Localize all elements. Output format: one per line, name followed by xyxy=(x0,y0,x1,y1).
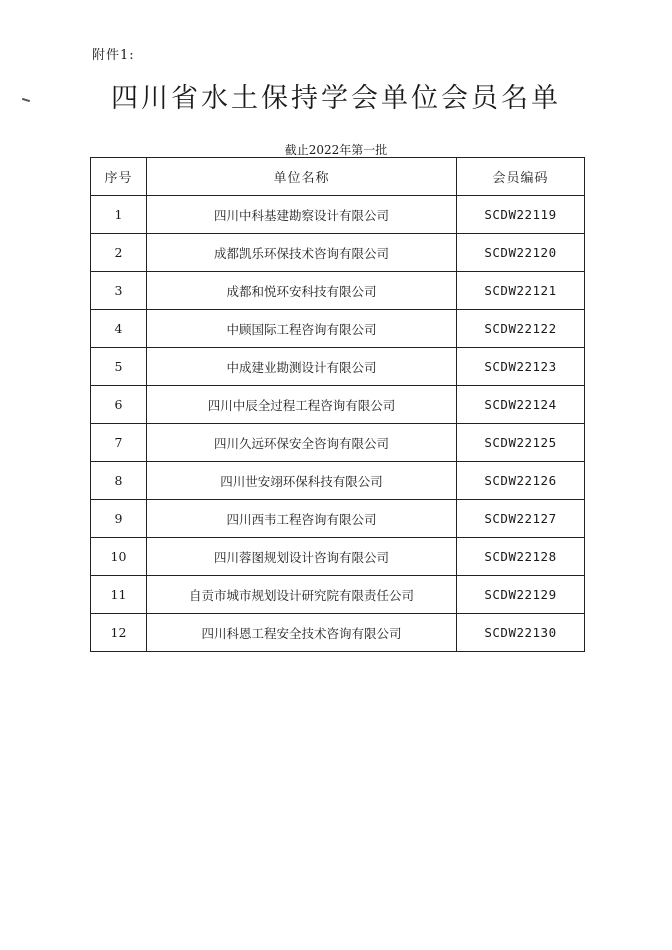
member-table xyxy=(90,157,585,652)
page-title: 四川省水土保持学会单位会员名单 xyxy=(111,83,561,114)
unit-name: 中成建业勘测设计有限公司 xyxy=(147,348,457,386)
row-number: 1 xyxy=(91,196,147,234)
table-row xyxy=(91,424,585,462)
unit-name: 四川中科基建勘察设计有限公司 xyxy=(147,196,457,234)
table-row xyxy=(91,614,585,652)
row-number: 12 xyxy=(91,614,147,652)
attachment-label: 附件1: xyxy=(92,48,135,63)
unit-name: 四川中辰全过程工程咨询有限公司 xyxy=(147,386,457,424)
unit-name: 自贡市城市规划设计研究院有限责任公司 xyxy=(147,576,457,614)
member-code: SCDW22130 xyxy=(457,614,585,652)
unit-name: 成都和悦环安科技有限公司 xyxy=(147,272,457,310)
table-row xyxy=(91,538,585,576)
table-row xyxy=(91,310,585,348)
member-code: SCDW22122 xyxy=(457,310,585,348)
row-number: 10 xyxy=(91,538,147,576)
row-number: 2 xyxy=(91,234,147,272)
unit-name: 四川西韦工程咨询有限公司 xyxy=(147,500,457,538)
table-row xyxy=(91,500,585,538)
member-code: SCDW22123 xyxy=(457,348,585,386)
table-row xyxy=(91,234,585,272)
row-number: 6 xyxy=(91,386,147,424)
row-number: 7 xyxy=(91,424,147,462)
row-number: 4 xyxy=(91,310,147,348)
unit-name: 四川科恩工程安全技术咨询有限公司 xyxy=(147,614,457,652)
member-code: SCDW22127 xyxy=(457,500,585,538)
member-code: SCDW22119 xyxy=(457,196,585,234)
row-number: 8 xyxy=(91,462,147,500)
header-serial-number: 序号 xyxy=(91,158,147,196)
header-member-code: 会员编码 xyxy=(457,158,585,196)
unit-name: 中顾国际工程咨询有限公司 xyxy=(147,310,457,348)
header-unit-name: 单位名称 xyxy=(147,158,457,196)
unit-name: 四川蓉图规划设计咨询有限公司 xyxy=(147,538,457,576)
batch-note: 截止2022年第一批 xyxy=(284,143,388,157)
table-row xyxy=(91,386,585,424)
table-row xyxy=(91,462,585,500)
table-row xyxy=(91,196,585,234)
unit-name: 四川世安翊环保科技有限公司 xyxy=(147,462,457,500)
row-number: 5 xyxy=(91,348,147,386)
member-code: SCDW22126 xyxy=(457,462,585,500)
table-header-row xyxy=(91,158,585,196)
unit-name: 成都凯乐环保技术咨询有限公司 xyxy=(147,234,457,272)
member-code: SCDW22125 xyxy=(457,424,585,462)
table-row xyxy=(91,576,585,614)
member-code: SCDW22128 xyxy=(457,538,585,576)
member-code: SCDW22121 xyxy=(457,272,585,310)
member-code: SCDW22120 xyxy=(457,234,585,272)
table-row xyxy=(91,348,585,386)
member-code: SCDW22124 xyxy=(457,386,585,424)
table-row xyxy=(91,272,585,310)
member-code: SCDW22129 xyxy=(457,576,585,614)
row-number: 3 xyxy=(91,272,147,310)
row-number: 11 xyxy=(91,576,147,614)
row-number: 9 xyxy=(91,500,147,538)
unit-name: 四川久远环保安全咨询有限公司 xyxy=(147,424,457,462)
